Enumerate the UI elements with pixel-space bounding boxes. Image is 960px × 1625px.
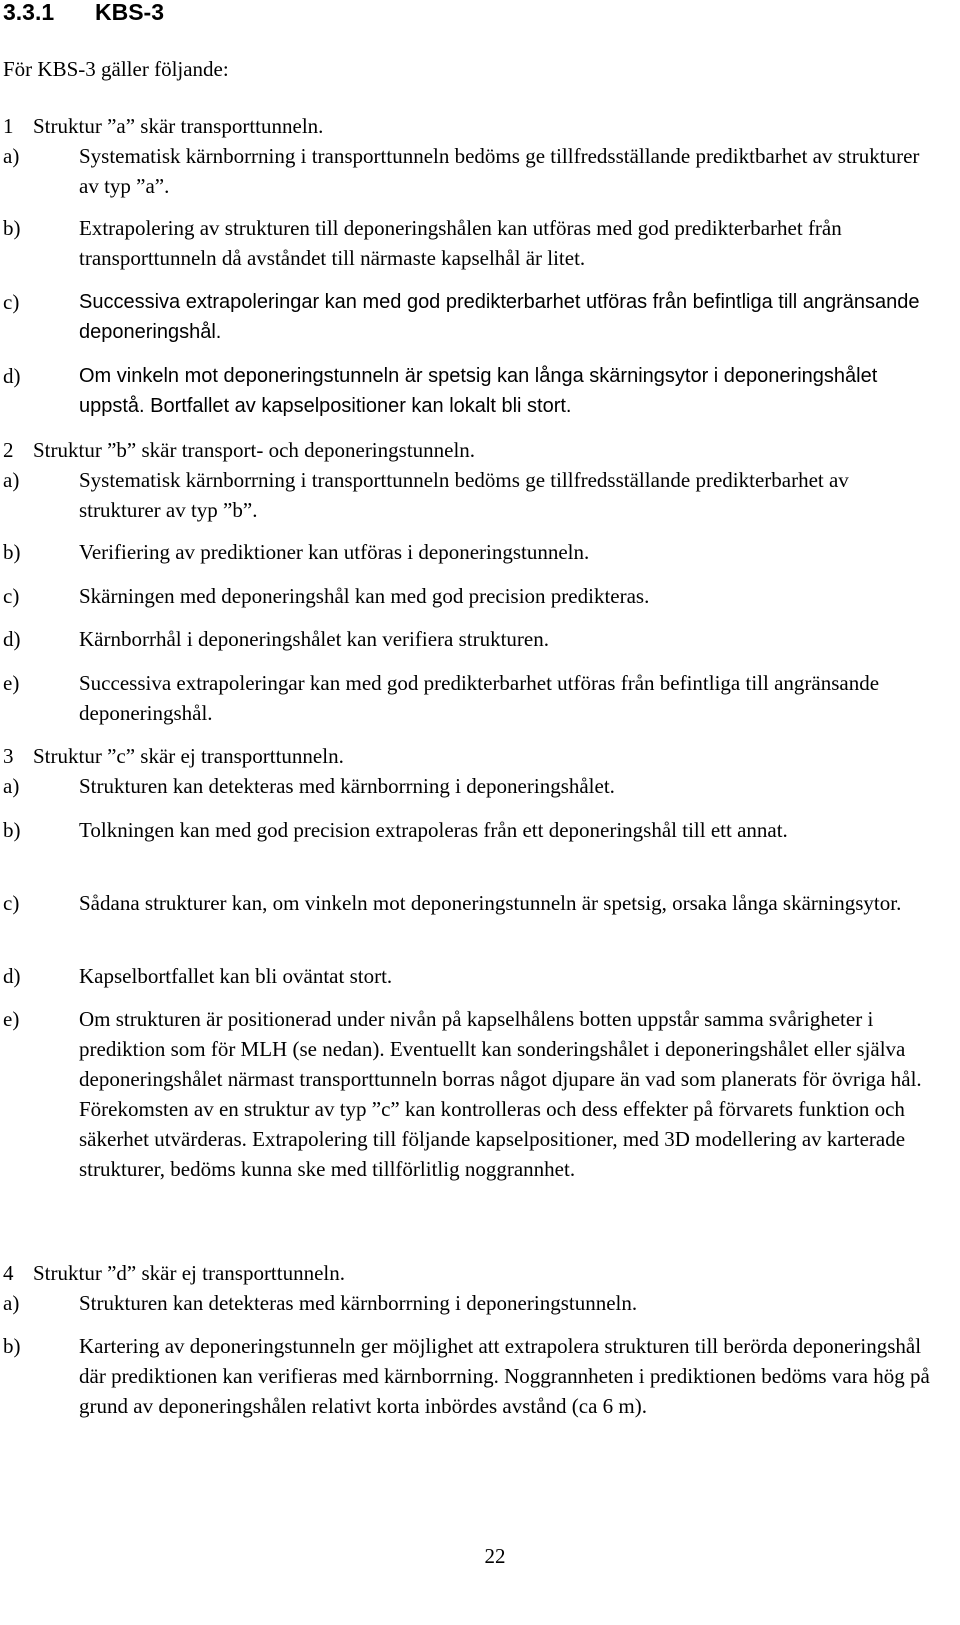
item-text: Successiva extrapoleringar kan med god predikterbarhet utföras från befintliga till angränsande deponeringshål. bbox=[79, 291, 920, 343]
section-3-title bbox=[3, 741, 344, 771]
list-item-3b bbox=[3, 815, 933, 845]
item-marker: a) bbox=[3, 144, 20, 168]
list-item-2d bbox=[3, 624, 933, 654]
section-1-number: 1 bbox=[3, 114, 14, 138]
section-4-title-text: Struktur ”d” skär ej transporttunneln. bbox=[33, 1261, 346, 1285]
item-text: Systematisk kärnborrning i transporttunneln bedöms ge tillfredsställande predikterbarhet av strukturer av typ ”b”. bbox=[79, 468, 849, 522]
item-text: Strukturen kan detekteras med kärnborrning i deponeringstunneln. bbox=[79, 1291, 638, 1315]
item-marker: e) bbox=[3, 1007, 20, 1031]
item-text: Systematisk kärnborrning i transporttunneln bedöms ge tillfredsställande prediktbarhet av strukturer av typ ”a”. bbox=[79, 144, 920, 198]
list-item-1a bbox=[3, 141, 933, 201]
section-4-title bbox=[3, 1258, 345, 1288]
list-item-1d bbox=[3, 361, 933, 421]
item-marker: a) bbox=[3, 468, 20, 492]
item-text: Strukturen kan detekteras med kärnborrning i deponeringshålet. bbox=[79, 774, 615, 798]
list-item-2b bbox=[3, 537, 933, 567]
item-marker: a) bbox=[3, 774, 20, 798]
list-item-3a bbox=[3, 771, 933, 801]
section-heading-number: 3.3.1 bbox=[3, 0, 55, 25]
item-marker: d) bbox=[3, 627, 21, 651]
item-text: Tolkningen kan med god precision extrapoleras från ett deponeringshål till ett annat. bbox=[79, 818, 788, 842]
page-number: 22 bbox=[484, 1544, 506, 1568]
list-item-1c bbox=[3, 287, 933, 347]
list-item-4b bbox=[3, 1331, 933, 1421]
item-text: Successiva extrapoleringar kan med god predikterbarhet utföras från befintliga till angränsande deponeringshål. bbox=[79, 671, 880, 725]
item-marker: b) bbox=[3, 818, 21, 842]
item-marker: c) bbox=[3, 290, 20, 314]
item-marker: b) bbox=[3, 540, 21, 564]
item-text: Verifiering av prediktioner kan utföras i deponeringstunneln. bbox=[79, 540, 590, 564]
list-item-3e bbox=[3, 1004, 933, 1184]
section-heading bbox=[3, 0, 164, 28]
item-marker: b) bbox=[3, 1334, 21, 1358]
section-2-title-text: Struktur ”b” skär transport- och deponeringstunneln. bbox=[33, 438, 476, 462]
section-2-title bbox=[3, 435, 475, 465]
item-text: Extrapolering av strukturen till deponeringshålen kan utföras med god predikterbarhet från transporttunneln då avståndet till närmaste kapselhål är litet. bbox=[79, 216, 842, 270]
item-marker: e) bbox=[3, 671, 20, 695]
item-marker: b) bbox=[3, 216, 21, 240]
section-heading-title: KBS-3 bbox=[95, 0, 165, 25]
section-2-number: 2 bbox=[3, 438, 14, 462]
item-marker: c) bbox=[3, 891, 20, 915]
item-text: Kartering av deponeringstunneln ger möjlighet att extrapolera strukturen till berörda deponeringshål där prediktionen kan verifieras med kärnborrning. Noggrannheten i prediktionen bedöms vara hög på grund av deponeringshålen relativt korta inbördes avstånd (ca 6 m). bbox=[79, 1334, 930, 1418]
item-marker: d) bbox=[3, 364, 21, 388]
section-4-number: 4 bbox=[3, 1261, 14, 1285]
list-item-4a bbox=[3, 1288, 933, 1318]
list-item-2c bbox=[3, 581, 933, 611]
item-text: Sådana strukturer kan, om vinkeln mot deponeringstunneln är spetsig, orsaka långa skärningsytor. bbox=[79, 891, 902, 915]
item-text: Om strukturen är positionerad under nivån på kapselhålens botten uppstår samma svårigheter i prediktion som för MLH (se nedan). Eventuellt kan sonderingshålet i deponeringshålet eller själva deponeringshålet närmast transporttunneln borras något djupare än vad som planerats för övriga hål. Förekomsten av en struktur av typ ”c” kan kontrolleras och dess effekter på förvarets funktion och säkerhet utvärderas. Extrapolering till följande kapselpositioner, med 3D modellering av karterade strukturer, bedöms kunna ske med tillförlitlig noggrannhet. bbox=[79, 1007, 922, 1181]
section-1-title-text: Struktur ”a” skär transporttunneln. bbox=[33, 114, 324, 138]
section-1-title bbox=[3, 111, 323, 141]
item-marker: a) bbox=[3, 1291, 20, 1315]
item-text: Skärningen med deponeringshål kan med god precision predikteras. bbox=[79, 584, 650, 608]
section-3-number: 3 bbox=[3, 744, 14, 768]
list-item-2e bbox=[3, 668, 933, 728]
item-text: Kapselbortfallet kan bli oväntat stort. bbox=[79, 964, 393, 988]
item-text: Kärnborrhål i deponeringshålet kan verifiera strukturen. bbox=[79, 627, 549, 651]
item-marker: d) bbox=[3, 964, 21, 988]
item-text: Om vinkeln mot deponeringstunneln är spetsig kan långa skärningsytor i deponeringshålet uppstå. Bortfallet av kapselpositioner kan lokalt bli stort. bbox=[79, 365, 878, 417]
list-item-3d bbox=[3, 961, 933, 991]
list-item-2a bbox=[3, 465, 933, 525]
item-marker: c) bbox=[3, 584, 20, 608]
intro-paragraph: För KBS-3 gäller följande: bbox=[3, 57, 229, 81]
list-item-3c bbox=[3, 888, 933, 918]
list-item-1b bbox=[3, 213, 933, 273]
section-3-title-text: Struktur ”c” skär ej transporttunneln. bbox=[33, 744, 344, 768]
